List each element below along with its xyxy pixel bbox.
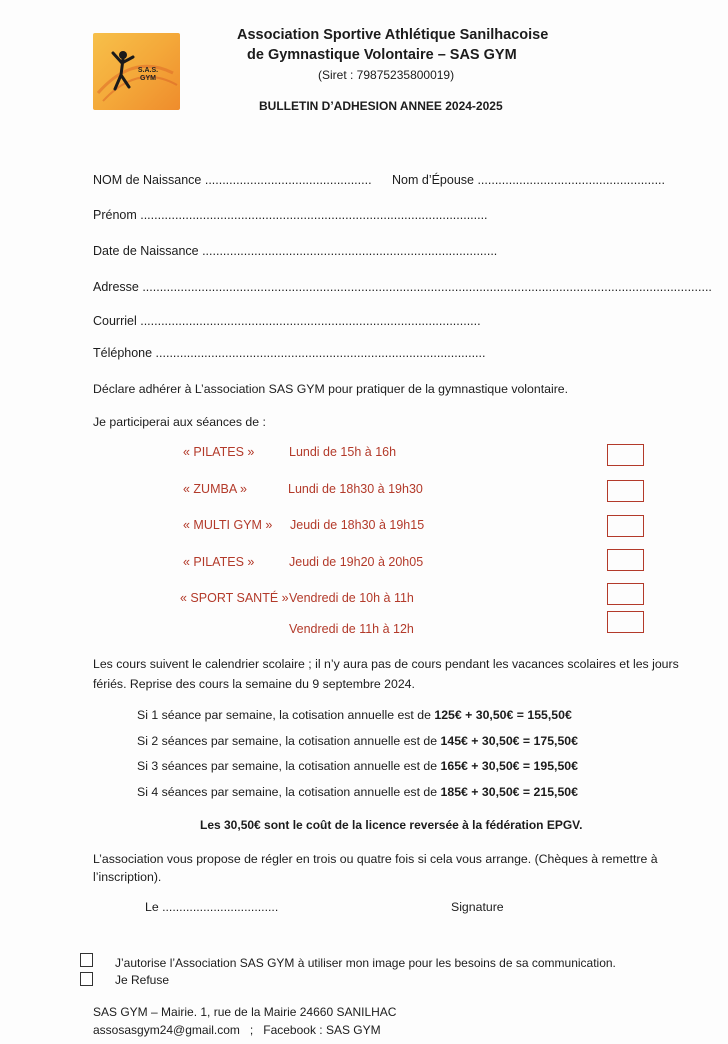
logo-line1: S.A.S. — [137, 67, 159, 74]
fee-amount: 185€ + 30,50€ = 215,50€ — [440, 785, 578, 799]
fee-line — [137, 734, 578, 748]
session-checkbox[interactable] — [607, 444, 644, 466]
date-field[interactable]: Le .................................. — [145, 900, 279, 914]
fee-amount: 165€ + 30,50€ = 195,50€ — [440, 759, 578, 773]
field-courriel[interactable]: Courriel .................................................................................................. — [93, 314, 481, 328]
session-time: Vendredi de 10h à 11h — [289, 591, 414, 605]
sessions-intro: Je participerai aux séances de : — [93, 415, 266, 429]
refuse-label: Je Refuse — [115, 973, 170, 987]
title-line2: de Gymnastique Volontaire – SAS GYM — [247, 47, 517, 63]
session-name: « MULTI GYM » — [183, 518, 273, 532]
fee-text: Si 4 séances par semaine, la cotisation annuelle est de — [137, 785, 441, 799]
license-note: Les 30,50€ sont le coût de la licence reversée à la fédération EPGV. — [200, 818, 583, 832]
calendar-note: Les cours suivent le calendrier scolaire ; il n’y aura pas de cours pendant les vacances scolaires et les jours fériés. Reprise des cours la semaine du 9 septembre 2024. — [93, 657, 679, 691]
session-time: Lundi de 18h30 à 19h30 — [288, 482, 423, 496]
logo-text — [137, 67, 159, 83]
session-checkbox[interactable] — [607, 515, 644, 537]
signature-label: Signature — [451, 900, 504, 914]
field-adresse[interactable]: Adresse .................................................................................................................................................................... — [93, 280, 712, 294]
field-epouse[interactable]: Nom d’Épouse ...................................................... — [392, 173, 665, 187]
field-telephone[interactable]: Téléphone ............................................................................................... — [93, 346, 486, 360]
session-checkbox[interactable] — [607, 549, 644, 571]
session-checkbox[interactable] — [607, 583, 644, 605]
fee-line — [137, 708, 572, 722]
session-time: Jeudi de 19h20 à 20h05 — [289, 555, 424, 569]
session-name: « PILATES » — [183, 445, 255, 459]
footer-contact: assosasgym24@gmail.com ; Facebook : SAS GYM — [93, 1023, 381, 1037]
fee-line — [137, 785, 578, 799]
field-date-naissance[interactable]: Date de Naissance ..................................................................................... — [93, 244, 498, 258]
authorize-checkbox[interactable] — [80, 953, 93, 967]
siret: (Siret : 79875235800019) — [318, 68, 455, 82]
declaration: Déclare adhérer à L’association SAS GYM pour pratiquer de la gymnastique volontaire. — [93, 382, 569, 396]
session-checkbox[interactable] — [607, 480, 644, 502]
field-prenom[interactable]: Prénom .................................................................................................... — [93, 208, 488, 222]
fee-amount: 145€ + 30,50€ = 175,50€ — [440, 734, 578, 748]
payment-note: L’association vous propose de régler en trois ou quatre fois si cela vous arrange. (Chèques à remettre à l’inscription). — [93, 852, 658, 884]
bulletin-title: BULLETIN D’ADHESION ANNEE 2024-2025 — [259, 99, 503, 113]
session-time: Vendredi de 11h à 12h — [289, 622, 414, 636]
fee-text: Si 1 séance par semaine, la cotisation annuelle est de — [137, 708, 435, 722]
refuse-checkbox[interactable] — [80, 972, 93, 986]
fee-amount: 125€ + 30,50€ = 155,50€ — [434, 708, 572, 722]
session-time: Jeudi de 18h30 à 19h15 — [290, 518, 425, 532]
session-name: « PILATES » — [183, 555, 255, 569]
session-name: « ZUMBA » — [183, 482, 247, 496]
session-time: Lundi de 15h à 16h — [289, 445, 397, 459]
fee-text: Si 2 séances par semaine, la cotisation annuelle est de — [137, 734, 441, 748]
logo-line2: GYM — [140, 75, 156, 82]
authorize-label: J’autorise l’Association SAS GYM à utiliser mon image pour les besoins de sa communication. — [115, 956, 616, 970]
footer-address: SAS GYM – Mairie. 1, rue de la Mairie 24660 SANILHAC — [93, 1005, 397, 1019]
fee-line — [137, 759, 578, 773]
field-nom[interactable]: NOM de Naissance ................................................ — [93, 173, 372, 187]
title-line1: Association Sportive Athlétique Sanilhacoise — [237, 27, 549, 43]
session-name: « SPORT SANTÉ » — [180, 591, 289, 605]
session-checkbox[interactable] — [607, 611, 644, 633]
fee-text: Si 3 séances par semaine, la cotisation annuelle est de — [137, 759, 441, 773]
logo — [93, 33, 180, 110]
